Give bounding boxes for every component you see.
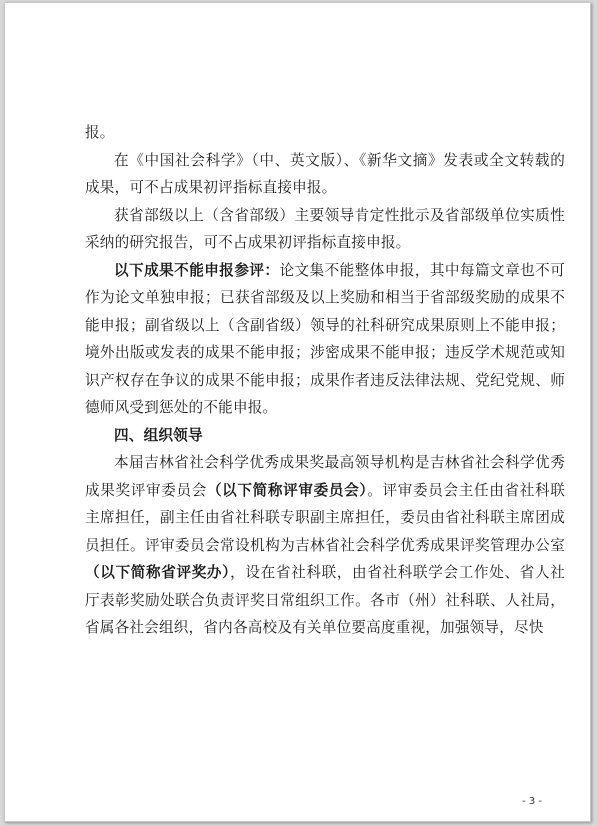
page-number: - 3 - [522, 796, 542, 807]
organization-text-1: 本届吉林省社会科学优秀成果奖最高领导机构是吉林省社会科学优秀成果奖评审委员会 [85, 454, 565, 499]
organization-text-3: ，设在省社科联，由省社科联学会工作处、省人社厅表彰奖励处联合负责评奖日常组织工作。各市（州）社科联、人社局，省属各社会组织，省内各高校及有关单位要高度重视，加强领导，尽快 [85, 564, 565, 636]
section-heading: 四、组织领导 [114, 426, 203, 444]
document-page [4, 2, 591, 822]
organization-text-2: 。评审委员会主任由省社科联主席担任，副主任由省社科联专职副主席担任，委员由省社科联主席团成员担任。评审委员会常设机构为吉林省社会科学优秀成果评奖管理办公室 [85, 481, 565, 554]
paragraph-exclusions [85, 257, 565, 422]
paragraph-reports: 获省部级以上（含省部级）主要领导肯定性批示及省部级单位实质性采纳的研究报告，可不占成果初评指标直接申报。 [85, 206, 565, 251]
organization-abbrev-2: （以下简称省评奖办） [85, 564, 231, 581]
paragraph-organization [85, 449, 565, 642]
exclusions-text: 论文集不能整体申报，其中每篇文章也不可作为论文单独申报；已获省部级及以上奖励和相当于省部级奖励的成果不能申报；副省级以上（含副省级）领导的社科研究成果原则上不能申报；境外出版或发表的成果不能申报；涉密成果不能申报；违反学术规范或知识产权存在争议的成果不能申报；成果作者违反法律法规、党纪党规、师德师风受到惩处的不能申报。 [85, 261, 565, 416]
document-body [85, 119, 565, 642]
paragraph-journals: 在《中国社会科学》（中、英文版）、《新华文摘》发表或全文转载的成果，可不占成果初评指标直接申报。 [85, 151, 565, 196]
paragraph-continuation: 报。 [85, 124, 115, 141]
exclusions-lead: 以下成果不能申报参评： [114, 261, 280, 279]
organization-abbrev-1: （以下简称评审委员会） [206, 481, 368, 499]
